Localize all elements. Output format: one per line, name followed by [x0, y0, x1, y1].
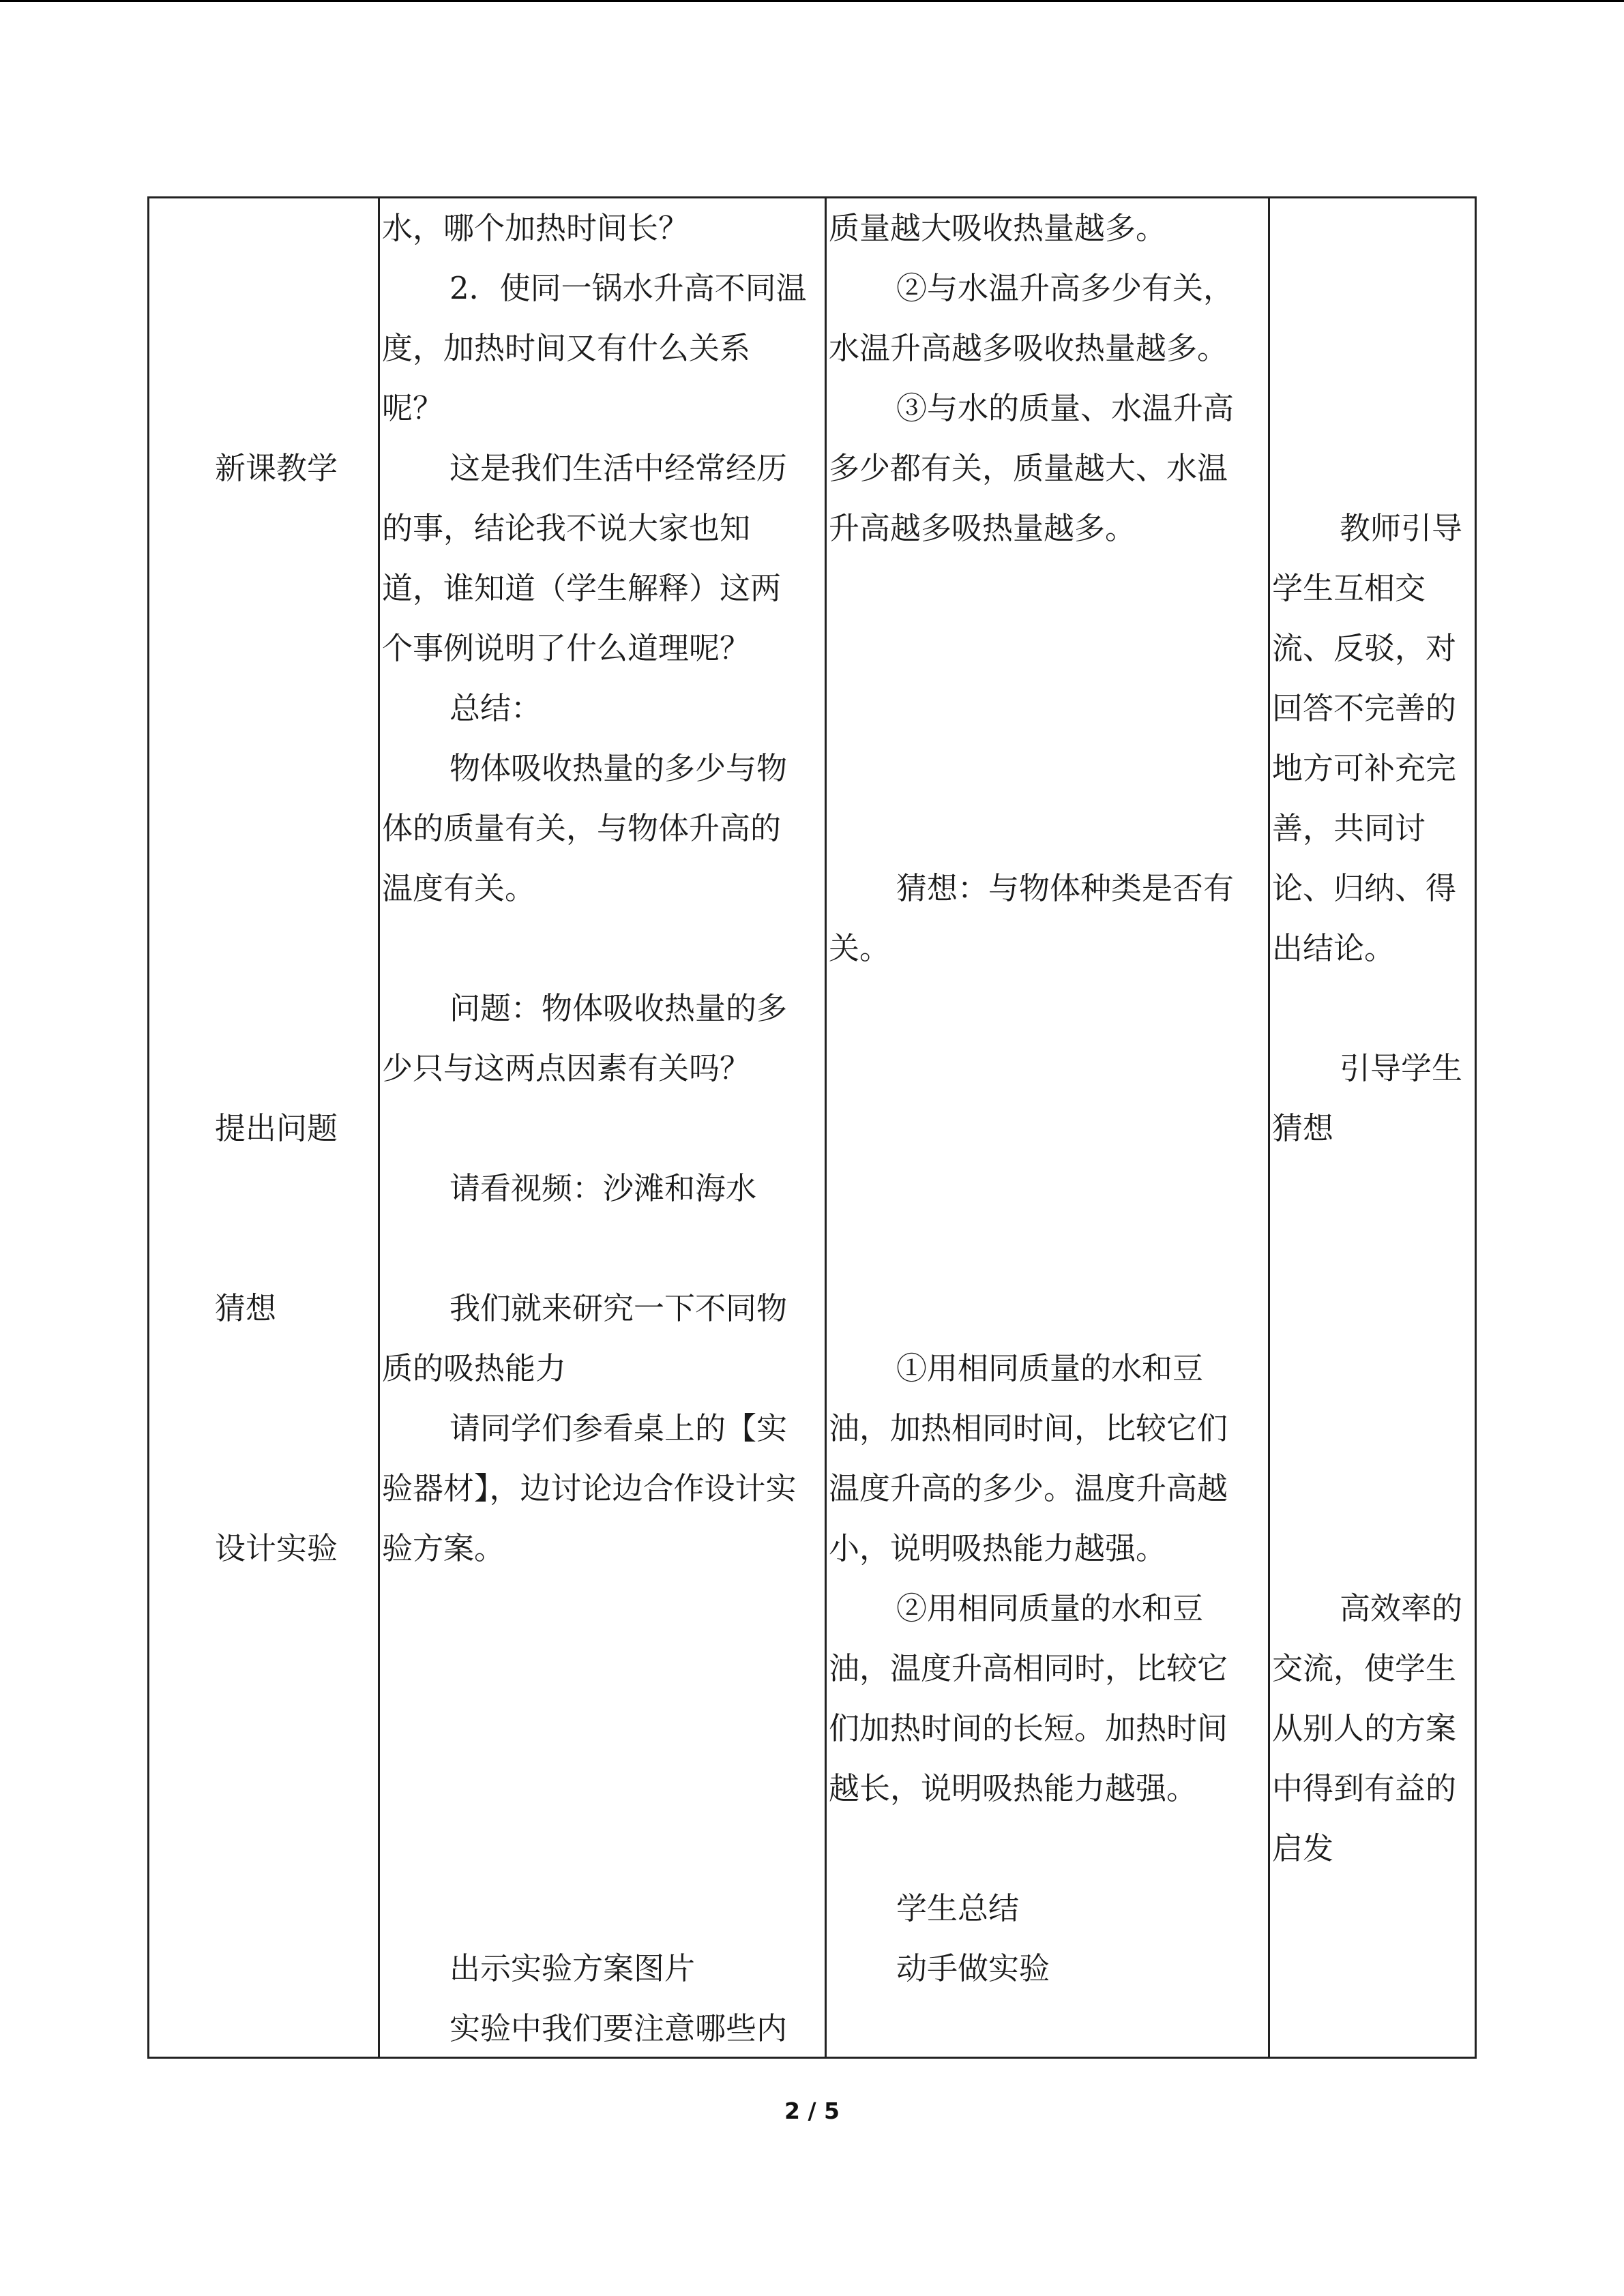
teacher-column-line: 度，加热时间又有什么关系	[382, 330, 751, 366]
intent-column-line: 地方可补充完	[1272, 750, 1457, 786]
intent-column-line: 教师引导	[1340, 510, 1463, 546]
student-column-line: 质量越大吸收热量越多。	[829, 210, 1167, 246]
stages-line: 设计实验	[215, 1530, 338, 1566]
intent-column-line: 启发	[1272, 1830, 1334, 1866]
page-number: 2 / 5	[784, 2098, 840, 2124]
intent-column-line: 回答不完善的	[1272, 690, 1457, 726]
teacher-column-line: 这是我们生活中经常经历	[449, 450, 788, 486]
teacher-column-line: 出示实验方案图片	[449, 1950, 696, 1986]
lesson-plan-table	[147, 196, 1477, 2059]
stages-line: 猜想	[215, 1290, 277, 1326]
teacher-column-line: 个事例说明了什么道理呢？	[382, 630, 751, 666]
student-column-line: ②用相同质量的水和豆	[896, 1590, 1204, 1626]
teacher-column-line: 质的吸热能力	[382, 1350, 567, 1386]
intent-column-line: 从别人的方案	[1272, 1710, 1457, 1746]
student-column-line: ③与水的质量、水温升高	[896, 390, 1235, 426]
intent-column-line: 猜想	[1272, 1110, 1334, 1146]
teacher-column-line: 2．使同一锅水升高不同温	[449, 270, 807, 306]
student-column-line: 油，温度升高相同时，比较它	[829, 1650, 1228, 1686]
student-column-line: 水温升高越多吸收热量越多。	[829, 330, 1228, 366]
student-column-line: ②与水温升高多少有关，	[896, 270, 1235, 306]
teacher-column-line: 问题：物体吸收热量的多	[449, 990, 788, 1026]
intent-column-line: 学生互相交	[1272, 570, 1426, 606]
column-divider	[378, 198, 380, 2057]
column-divider	[825, 198, 827, 2057]
student-column-line: 猜想：与物体种类是否有	[896, 870, 1235, 906]
teacher-column-line: 物体吸收热量的多少与物	[449, 750, 788, 786]
teacher-column-line: 温度有关。	[382, 870, 536, 906]
intent-column-line: 中得到有益的	[1272, 1770, 1457, 1806]
student-column-line: 动手做实验	[896, 1950, 1050, 1986]
student-column-line: 越长，说明吸热能力越强。	[829, 1770, 1198, 1806]
student-column-line: 温度升高的多少。温度升高越	[829, 1470, 1228, 1506]
intent-column-line: 交流，使学生	[1272, 1650, 1457, 1686]
teacher-column-line: 我们就来研究一下不同物	[449, 1290, 788, 1326]
student-column-line: 关。	[829, 930, 891, 966]
student-column-line: 油，加热相同时间，比较它们	[829, 1410, 1228, 1446]
stages-line: 提出问题	[215, 1110, 338, 1146]
student-column-line: 多少都有关，质量越大、水温	[829, 450, 1228, 486]
teacher-column-line: 的事，结论我不说大家也知	[382, 510, 751, 546]
stages-line: 新课教学	[215, 450, 338, 486]
top-border-line	[0, 0, 1624, 2]
column-divider	[1268, 198, 1270, 2057]
student-column-line: 学生总结	[896, 1890, 1020, 1926]
teacher-column-line: 道，谁知道（学生解释）这两	[382, 570, 782, 606]
student-column-line: 们加热时间的长短。加热时间	[829, 1710, 1228, 1746]
intent-column-line: 善，共同讨	[1272, 810, 1426, 846]
teacher-column-line: 体的质量有关，与物体升高的	[382, 810, 782, 846]
teacher-column-line: 验器材】，边讨论边合作设计实	[382, 1470, 797, 1506]
teacher-column-line: 验方案。	[382, 1530, 505, 1566]
student-column-line: 升高越多吸热量越多。	[829, 510, 1136, 546]
student-column-line: ①用相同质量的水和豆	[896, 1350, 1204, 1386]
teacher-column-line: 实验中我们要注意哪些内	[449, 2010, 788, 2046]
teacher-column-line: 水，哪个加热时间长？	[382, 210, 690, 246]
intent-column-line: 高效率的	[1340, 1590, 1463, 1626]
teacher-column-line: 请看视频：沙滩和海水	[449, 1170, 757, 1206]
intent-column-line: 流、反驳，对	[1272, 630, 1457, 666]
teacher-column-line: 总结：	[449, 690, 542, 726]
teacher-column-line: 请同学们参看桌上的【实	[449, 1410, 788, 1446]
teacher-column-line: 呢？	[382, 390, 444, 426]
intent-column-line: 引导学生	[1340, 1050, 1463, 1086]
student-column-line: 小，说明吸热能力越强。	[829, 1530, 1167, 1566]
intent-column-line: 论、归纳、得	[1272, 870, 1457, 906]
teacher-column-line: 少只与这两点因素有关吗？	[382, 1050, 751, 1086]
intent-column-line: 出结论。	[1272, 930, 1396, 966]
